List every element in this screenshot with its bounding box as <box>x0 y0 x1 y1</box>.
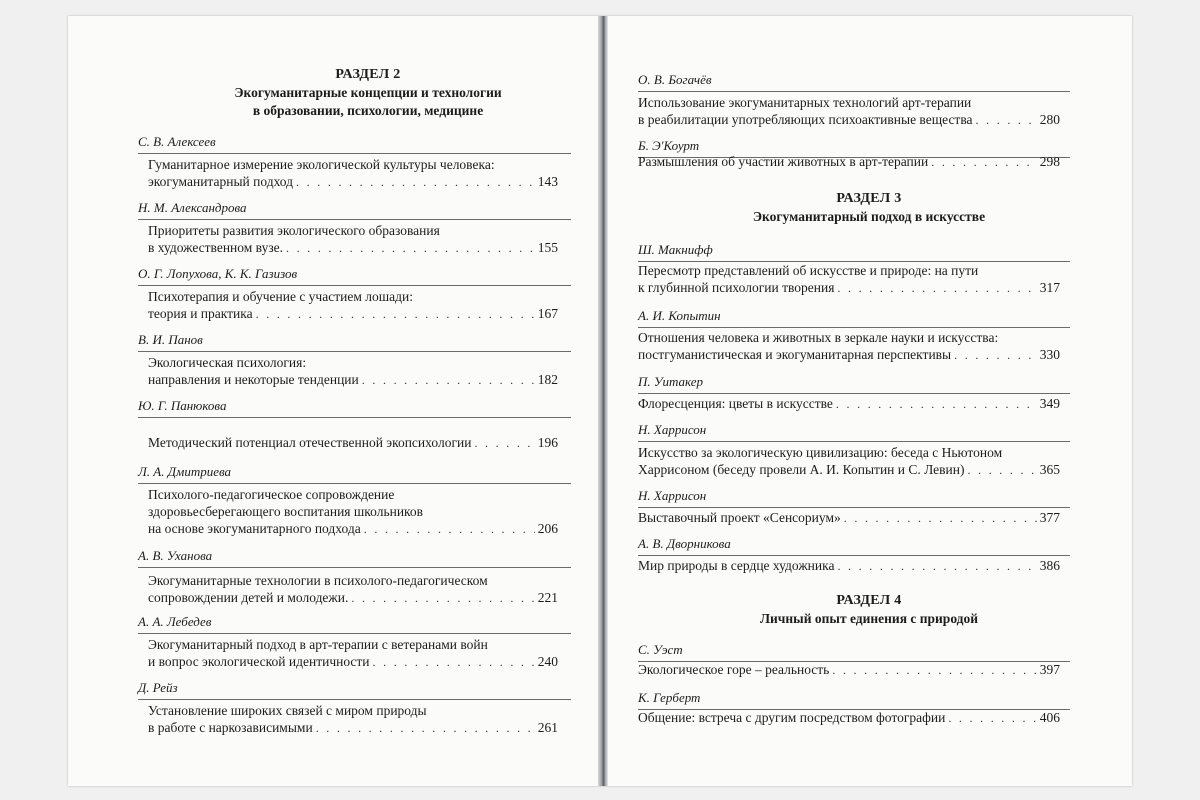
divider <box>638 441 1070 442</box>
leader-dots <box>474 435 534 452</box>
leader-dots <box>837 558 1036 575</box>
toc-entry <box>148 222 558 257</box>
toc-entry <box>638 557 1060 575</box>
entry-author: Л. А. Дмитриева <box>138 464 232 479</box>
entry-author: Б. Э'Коурт <box>638 138 700 153</box>
divider <box>638 393 1070 394</box>
entry-title-line: в работе с наркозависимыми <box>148 720 313 735</box>
entry-author: О. В. Богачёв <box>638 72 712 87</box>
section-subtitle: Личный опыт единения с природой <box>759 611 979 626</box>
left-page <box>68 16 598 786</box>
entry-title-line: Флоресценция: цветы в искусстве <box>638 396 833 411</box>
entry-title-line: Гуманитарное измерение экологической культуры человека: <box>148 157 495 172</box>
page-number: 349 <box>1039 396 1060 411</box>
section-4-heading <box>608 592 1130 628</box>
leader-dots <box>976 112 1037 129</box>
section-subtitle: Экогуманитарные концепции и технологии <box>234 85 502 100</box>
page-number: 261 <box>537 720 558 735</box>
page-number: 317 <box>1039 280 1060 295</box>
section-title: РАЗДЕЛ 4 <box>836 593 902 608</box>
leader-dots <box>837 280 1036 297</box>
divider <box>138 567 571 568</box>
page-number: 155 <box>537 240 558 255</box>
divider <box>138 417 571 418</box>
leader-dots <box>948 710 1036 727</box>
entry-author: Ш. Макнифф <box>638 242 713 257</box>
divider <box>138 285 571 286</box>
entry-author: Н. М. Александрова <box>138 200 247 215</box>
entry-title-line: Экогуманитарный подход в арт-терапии с ветеранами войн <box>148 637 488 652</box>
book-spread <box>68 16 1132 786</box>
entry-title-line: Харрисоном (беседу провели А. И. Копытин и С. Левин) <box>638 462 965 477</box>
entry-title-line: на основе экогуманитарного подхода <box>148 521 361 536</box>
page-number: 196 <box>537 435 558 450</box>
toc-entry <box>638 709 1060 727</box>
page-number: 167 <box>537 306 558 321</box>
toc-entry <box>148 354 558 389</box>
page-number: 221 <box>537 590 558 605</box>
entry-author: С. В. Алексеев <box>138 134 216 149</box>
entry-title-line: экогуманитарный подход <box>148 174 294 189</box>
entry-author: Ю. Г. Панюкова <box>138 398 227 413</box>
entry-title-line: Экогуманитарные технологии в психолого-педагогическом <box>148 573 488 588</box>
entry-author: А. В. Уханова <box>138 548 213 563</box>
leader-dots <box>844 510 1037 527</box>
toc-entry <box>638 329 1060 364</box>
entry-author: П. Уитакер <box>638 374 704 389</box>
toc-entry <box>638 395 1060 413</box>
page-number: 386 <box>1039 558 1060 573</box>
leader-dots <box>364 521 535 538</box>
leader-dots <box>968 462 1037 479</box>
section-title: РАЗДЕЛ 2 <box>335 67 401 82</box>
entry-author: Н. Харрисон <box>638 488 707 503</box>
page-number: 397 <box>1039 662 1060 677</box>
toc-entry <box>148 702 558 737</box>
entry-title-line: Выставочный проект «Сенсориум» <box>638 510 841 525</box>
entry-title-line: Экологическая психология: <box>148 355 307 370</box>
leader-dots <box>931 154 1037 171</box>
leader-dots <box>351 590 534 607</box>
entry-title-line: Установление широких связей с миром природы <box>148 703 427 718</box>
right-page <box>608 16 1132 786</box>
entry-title-line: Пересмотр представлений об искусстве и природе: на пути <box>638 263 979 278</box>
entry-title-line: Размышления об участии животных в арт-терапии <box>638 154 929 169</box>
page-number: 365 <box>1039 462 1060 477</box>
entry-title-line: Искусство за экологическую цивилизацию: беседа с Ньютоном <box>638 445 1003 460</box>
divider <box>638 507 1070 508</box>
divider <box>138 699 571 700</box>
entry-title-line: Мир природы в сердце художника <box>638 558 835 573</box>
toc-entry <box>638 509 1060 527</box>
entry-title-line: Общение: встреча с другим посредством фотографии <box>638 710 946 725</box>
entry-title-line: направления и некоторые тенденции <box>148 372 359 387</box>
entry-title-line: Методический потенциал отечественной экопсихологии <box>148 435 472 450</box>
leader-dots <box>836 396 1037 413</box>
entry-author: В. И. Панов <box>138 332 203 347</box>
entry-title-line: Экологическое горе – реальность <box>638 662 830 677</box>
entry-author: А. И. Копытин <box>638 308 721 323</box>
toc-entry <box>638 444 1060 479</box>
page-number: 406 <box>1039 710 1060 725</box>
leader-dots <box>286 240 535 257</box>
leader-dots <box>954 347 1037 364</box>
divider <box>138 153 571 154</box>
section-2-heading <box>138 66 598 120</box>
divider <box>638 91 1070 92</box>
toc-entry <box>638 94 1060 129</box>
entry-author: А. А. Лебедев <box>138 614 212 629</box>
toc-entry <box>148 636 558 671</box>
toc-entry <box>148 434 558 452</box>
page-number: 143 <box>537 174 558 189</box>
entry-title-line: и вопрос экологической идентичности <box>148 654 370 669</box>
divider <box>138 633 571 634</box>
leader-dots <box>256 306 535 323</box>
leader-dots <box>316 720 535 737</box>
leader-dots <box>362 372 535 389</box>
toc-entry <box>638 661 1060 679</box>
leader-dots <box>296 174 535 191</box>
page-number: 377 <box>1039 510 1060 525</box>
page-number: 298 <box>1039 154 1060 169</box>
divider <box>638 327 1070 328</box>
entry-title-line: к глубинной психологии творения <box>638 280 835 295</box>
toc-entry <box>148 572 558 607</box>
entry-author: К. Герберт <box>638 690 701 705</box>
toc-entry <box>638 153 1060 171</box>
entry-title-line: здоровьесберегающего воспитания школьников <box>148 504 424 519</box>
entry-author: С. Уэст <box>638 642 683 657</box>
toc-entry <box>148 486 558 538</box>
section-title: РАЗДЕЛ 3 <box>836 191 902 206</box>
divider <box>138 219 571 220</box>
section-3-heading <box>608 190 1130 226</box>
leader-dots <box>832 662 1036 679</box>
divider <box>138 483 571 484</box>
entry-title-line: в реабилитации употребляющих психоактивные вещества <box>638 112 973 127</box>
toc-entry <box>148 288 558 323</box>
entry-title-line: в художественном вузе. <box>148 240 284 255</box>
entry-author: Н. Харрисон <box>638 422 707 437</box>
divider <box>138 351 571 352</box>
entry-title-line: Психотерапия и обучение с участием лошади: <box>148 289 413 304</box>
toc-entry <box>148 156 558 191</box>
book-gutter <box>598 16 608 786</box>
toc-entry <box>638 262 1060 297</box>
entry-title-line: Использование экогуманитарных технологий арт-терапии <box>638 95 972 110</box>
section-subtitle: Экогуманитарный подход в искусстве <box>752 209 986 224</box>
entry-author: А. В. Дворникова <box>638 536 731 551</box>
page-number: 182 <box>537 372 558 387</box>
leader-dots <box>373 654 535 671</box>
page-number: 330 <box>1039 347 1060 362</box>
section-subtitle: в образовании, психологии, медицине <box>252 103 484 118</box>
entry-author: О. Г. Лопухова, К. К. Газизов <box>138 266 298 281</box>
entry-title-line: теория и практика <box>148 306 253 321</box>
entry-author: Д. Рейз <box>138 680 178 695</box>
entry-title-line: Психолого-педагогическое сопровождение <box>148 487 395 502</box>
page-number: 240 <box>537 654 558 669</box>
entry-title-line: Приоритеты развития экологического образования <box>148 223 440 238</box>
entry-title-line: сопровождении детей и молодежи. <box>148 590 349 605</box>
entry-title-line: постгуманистическая и экогуманитарная перспективы <box>638 347 952 362</box>
page-number: 206 <box>537 521 558 536</box>
divider <box>638 555 1070 556</box>
page-number: 280 <box>1039 112 1060 127</box>
entry-title-line: Отношения человека и животных в зеркале науки и искусства: <box>638 330 999 345</box>
